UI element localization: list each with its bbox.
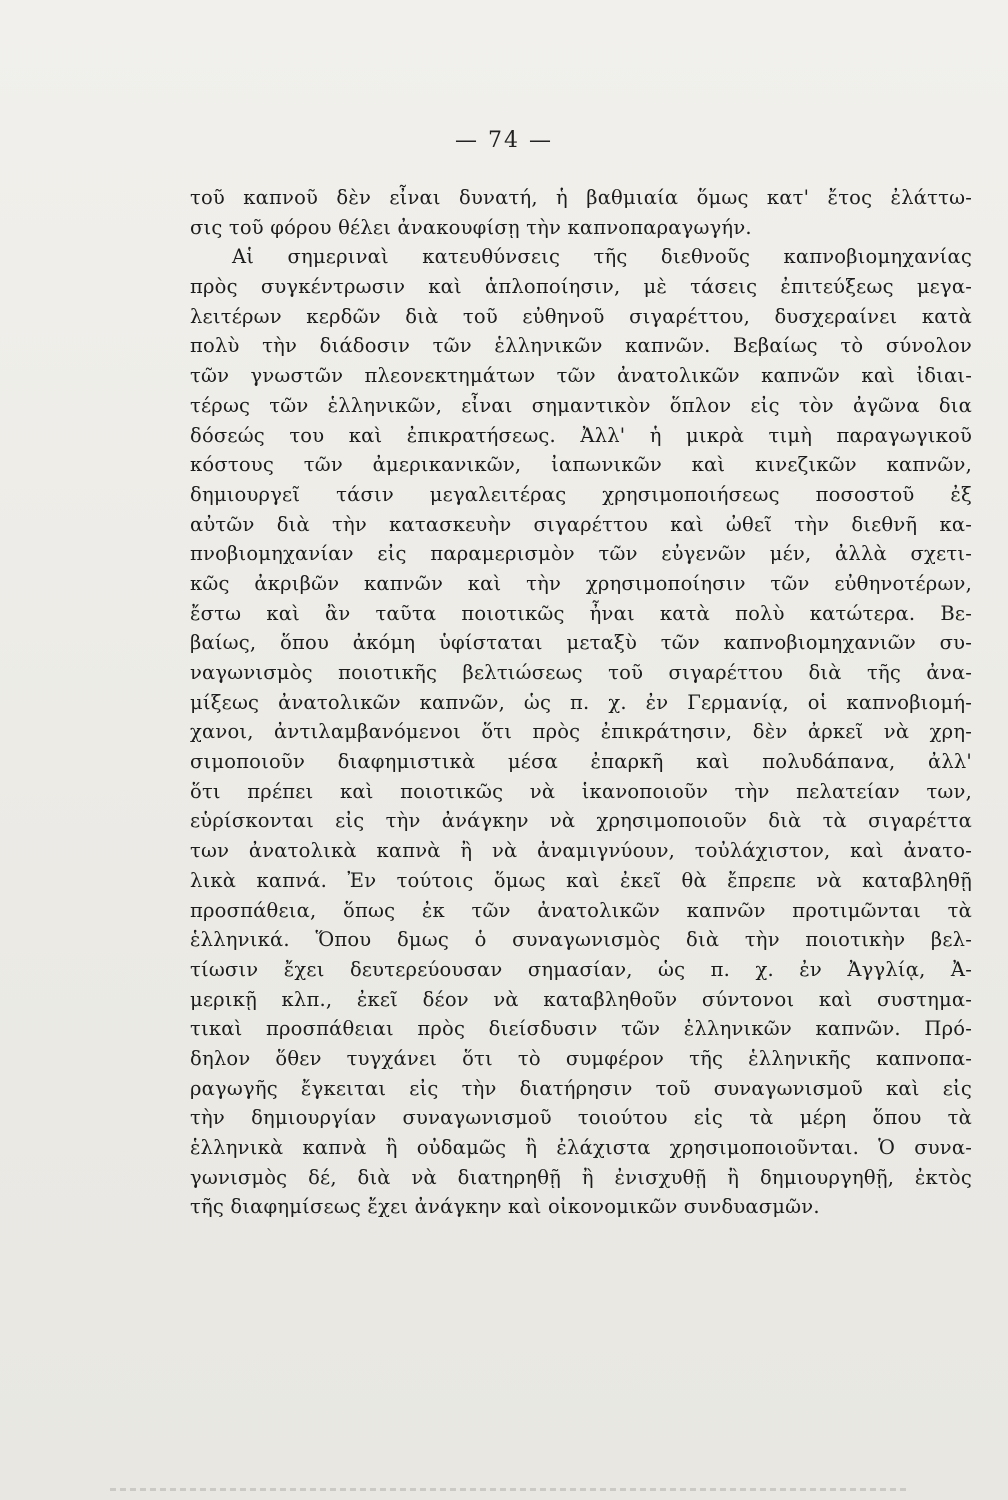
text-line: λικὰ καπνά. Ἐν τούτοις ὅμως καὶ ἐκεῖ θὰ ἔπρεπε νὰ καταβληθῇ <box>190 868 972 892</box>
text-line: προσπάθεια, ὅπως ἐκ τῶν ἀνατολικῶν καπνῶν προτιμῶνται τὰ <box>190 898 972 922</box>
text-line: χανοι, ἀντιλαμβανόμενοι ὅτι πρὸς ἐπικράτησιν, δὲν ἀρκεῖ νὰ χρη- <box>190 720 972 744</box>
text-line: μερικῇ κλπ., ἐκεῖ δέον νὰ καταβληθοῦν σύντονοι καὶ συστημα- <box>190 987 972 1011</box>
text-line: δηλον ὅθεν τυγχάνει ὅτι τὸ συμφέρον τῆς ἑλληνικῆς καπνοπα- <box>190 1046 972 1070</box>
text-line: λειτέρων κερδῶν διὰ τοῦ εὐθηνοῦ σιγαρέττου, δυσχεραίνει κατὰ <box>190 304 972 328</box>
text-line: πρὸς συγκέντρωσιν καὶ ἁπλοποίησιν, μὲ τάσεις ἐπιτεύξεως μεγα- <box>190 275 972 299</box>
text-line: εὑρίσκονται εἰς τὴν ἀνάγκην νὰ χρησιμοποιοῦν διὰ τὰ σιγαρέττα <box>190 809 972 833</box>
text-line: τὴν δημιουργίαν συναγωνισμοῦ τοιούτου εἰς τὰ μέρη ὅπου τὰ <box>190 1106 972 1130</box>
text-line: ἑλληνικὰ καπνὰ ἢ οὐδαμῶς ἢ ἐλάχιστα χρησιμοποιοῦνται. Ὁ συνα- <box>190 1136 972 1159</box>
text-line: τίωσιν ἔχει δευτερεύουσαν σημασίαν, ὡς π. χ. ἐν Ἀγγλίᾳ, Ἀ- <box>190 957 972 981</box>
text-line: ἔστω καὶ ἂν ταῦτα ποιοτικῶς ἦναι κατὰ πολὺ κατώτερα. Βε- <box>190 601 972 625</box>
text-line: δημιουργεῖ τάσιν μεγαλειτέρας χρησιμοποιήσεως ποσοστοῦ ἐξ <box>190 482 972 506</box>
body-text <box>190 183 972 1222</box>
text-line: ἑλληνικά. Ὅπου δμως ὁ συναγωνισμὸς διὰ τὴν ποιοτικὴν βελ- <box>190 928 972 952</box>
text-line: τικαὶ προσπάθειαι πρὸς διείσδυσιν τῶν ἑλληνικῶν καπνῶν. Πρό- <box>190 1017 972 1041</box>
page-bottom-edge <box>110 1488 910 1491</box>
text-line: τέρως τῶν ἑλληνικῶν, εἶναι σημαντικὸν ὅπλον εἰς τὸν ἀγῶνα δια <box>190 393 972 417</box>
text-line: μίξεως ἀνατολικῶν καπνῶν, ὡς π. χ. ἐν Γερμανίᾳ, οἱ καπνοβιομή- <box>190 690 972 714</box>
text-line: κῶς ἀκριβῶν καπνῶν καὶ τὴν χρησιμοποίησιν τῶν εὐθηνοτέρων, <box>190 571 972 595</box>
text-line: ναγωνισμὸς ποιοτικῆς βελτιώσεως τοῦ σιγαρέττου διὰ τῆς ἀνα- <box>190 661 972 684</box>
text-line: αὐτῶν διὰ τὴν κατασκευὴν σιγαρέττου καὶ ὠθεῖ τὴν διεθνῆ κα- <box>190 512 972 536</box>
text-line: σιμοποιοῦν διαφημιστικὰ μέσα ἐπαρκῆ καὶ πολυδάπανα, ἀλλ' <box>190 750 972 774</box>
text-line: βαίως, ὅπου ἀκόμη ὑφίσταται μεταξὺ τῶν καπνοβιομηχανιῶν συ- <box>190 631 972 655</box>
text-line: σις τοῦ φόρου θέλει ἀνακουφίσῃ τὴν καπνοπαραγωγήν. <box>190 215 752 239</box>
page-number: — 74 — <box>455 128 553 153</box>
text-line: τῆς διαφημίσεως ἔχει ἀνάγκην καὶ οἰκονομικῶν συνδυασμῶν. <box>190 1195 820 1219</box>
text-line: τοῦ καπνοῦ δὲν εἶναι δυνατή, ἡ βαθμιαία ὅμως κατ' ἔτος ἐλάττω- <box>190 186 972 209</box>
text-line: Αἱ σημεριναὶ κατευθύνσεις τῆς διεθνοῦς καπνοβιομηχανίας <box>232 245 972 269</box>
text-line: ὅτι πρέπει καὶ ποιοτικῶς νὰ ἱκανοποιοῦν τὴν πελατείαν των, <box>190 779 972 803</box>
text-line: των ἀνατολικὰ καπνὰ ἢ νὰ ἀναμιγνύουν, τοὐλάχιστον, καὶ ἀνατο- <box>190 839 972 863</box>
text-line: δόσεώς του καὶ ἐπικρατήσεως. Ἀλλ' ἡ μικρὰ τιμὴ παραγωγικοῦ <box>190 423 972 447</box>
text-line: πνοβιομηχανίαν εἰς παραμερισμὸν τῶν εὐγενῶν μέν, ἀλλὰ σχετι- <box>190 542 972 566</box>
text-line: γωνισμὸς δέ, διὰ νὰ διατηρηθῇ ἢ ἐνισχυθῇ ἢ δημιουργηθῇ, ἐκτὸς <box>190 1165 972 1189</box>
text-line: τῶν γνωστῶν πλεονεκτημάτων τῶν ἀνατολικῶν καπνῶν καὶ ἰδιαι- <box>190 364 972 388</box>
text-line: πολὺ τὴν διάδοσιν τῶν ἑλληνικῶν καπνῶν. Βεβαίως τὸ σύνολον <box>190 334 972 358</box>
text-line: κόστους τῶν ἀμερικανικῶν, ἰαπωνικῶν καὶ κινεζικῶν καπνῶν, <box>190 453 972 477</box>
text-line: ραγωγῆς ἔγκειται εἰς τὴν διατήρησιν τοῦ συναγωνισμοῦ καὶ εἰς <box>190 1076 972 1100</box>
